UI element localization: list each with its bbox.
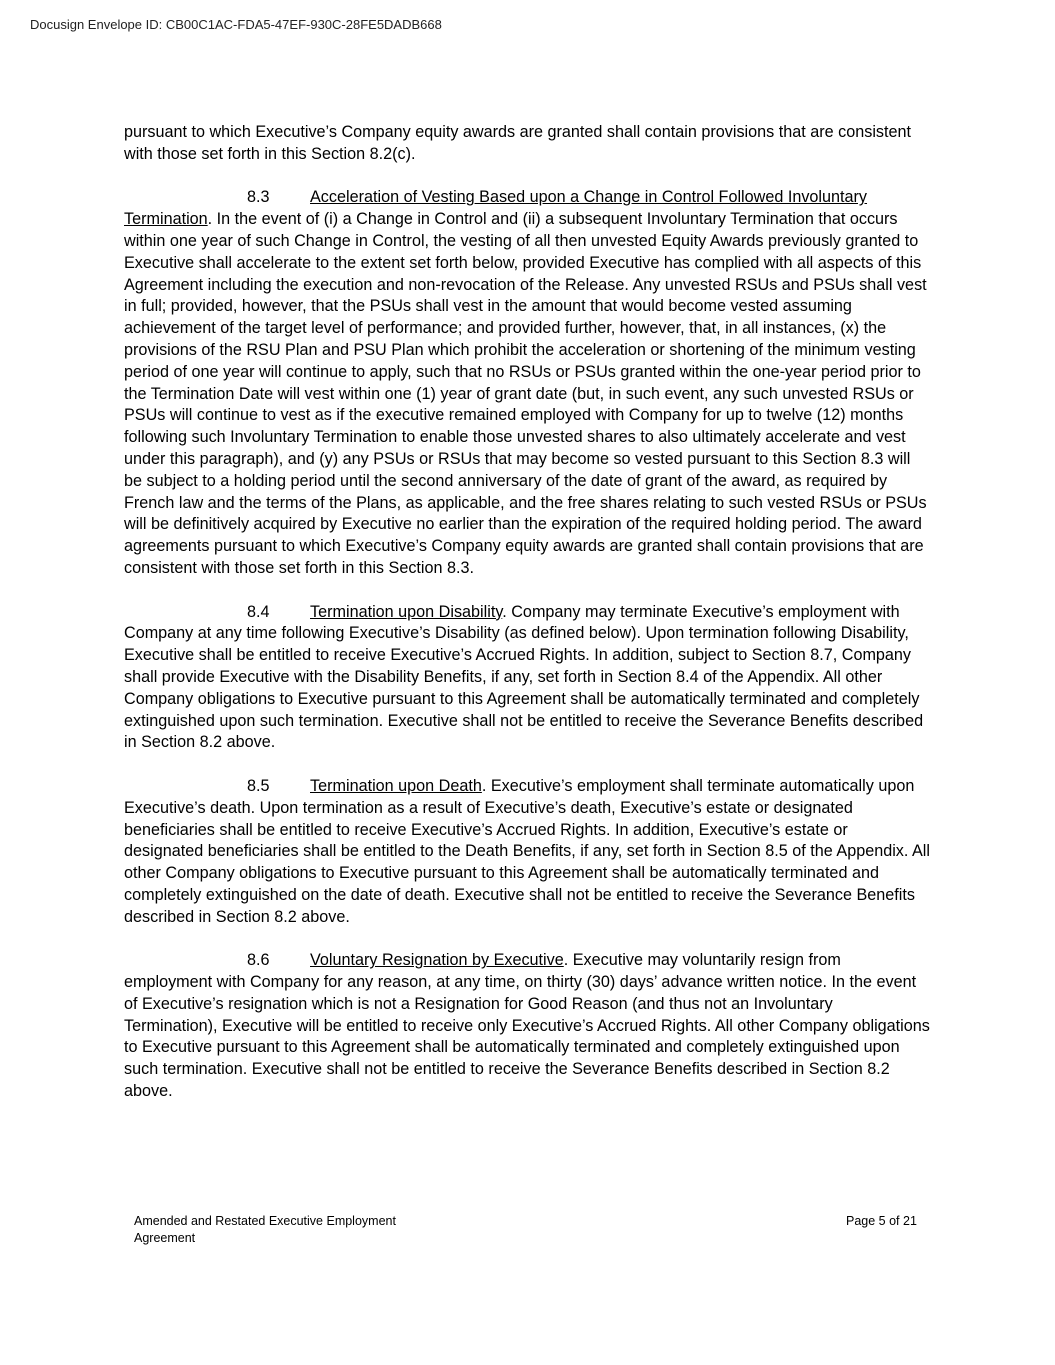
section-heading: Termination upon Disability	[310, 602, 503, 621]
section-body: . Company may terminate Executive’s employment with Company at any time following Executive’s Disability (as defined below). Upon termination following Disability, Executive shall be entitled to receive Executive’s Accrued Rights. In addition, subject to Section 8.7, Company shall provide Executive with the Disability Benefits, if any, set forth in Section 8.4 of the Appendix. All other Company obligations to Executive pursuant to this Agreement shall be automatically terminated and completely extinguished upon such termination. Executive shall not be entitled to receive the Severance Benefits described in Section 8.2 above.	[124, 602, 924, 752]
section-8-3	[124, 187, 930, 579]
section-8-5	[124, 776, 930, 929]
section-heading: Voluntary Resignation by Executive	[310, 951, 564, 970]
section-number: 8.5	[247, 776, 270, 795]
section-heading: Acceleration of Vesting Based upon a Change in Control Followed Involuntary Termination	[124, 188, 868, 229]
section-heading: Termination upon Death	[310, 776, 482, 795]
section-body: . Executive’s employment shall terminate automatically upon Executive’s death. Upon termination as a result of Executive’s death, Executive’s estate or designated beneficiaries shall be entitled to receive Executive’s Accrued Rights. In addition, Executive’s estate or designated beneficiaries shall be entitled to the Death Benefits, if any, set forth in Section 8.5 of the Appendix. All other Company obligations to Executive pursuant to this Agreement shall be automatically terminated and completely extinguished on the date of death. Executive shall not be entitled to receive the Severance Benefits described in Section 8.2 above.	[124, 776, 930, 926]
footer-title: Amended and Restated Executive Employment Agreement	[134, 1214, 396, 1245]
section-body: . Executive may voluntarily resign from employment with Company for any reason, at any time, on thirty (30) days’ advance written notice. In the event of Executive’s resignation which is not a Resignation for Good Reason (and thus not an Involuntary Termination), Executive will be entitled to receive only Executive’s Accrued Rights. All other Company obligations to Executive pursuant to this Agreement shall be automatically terminated and completely extinguished upon such termination. Executive shall not be entitled to receive the Severance Benefits described in Section 8.2 above.	[124, 951, 930, 1101]
intro-paragraph: pursuant to which Executive’s Company equity awards are granted shall contain provisions that are consistent with those set forth in this Section 8.2(c).	[124, 123, 912, 163]
page-number: Page 5 of 21	[846, 1214, 917, 1228]
envelope-id: Docusign Envelope ID: CB00C1AC-FDA5-47EF-930C-28FE5DADB668	[30, 17, 442, 32]
section-8-6	[124, 950, 930, 1103]
section-8-4	[124, 602, 930, 755]
section-number: 8.6	[247, 951, 270, 970]
section-body: . In the event of (i) a Change in Control and (ii) a subsequent Involuntary Termination that occurs within one year of such Change in Control, the vesting of all then unvested Equity Awards previously granted to Executive shall accelerate to the extent set forth below, provided Executive has complied with all aspects of this Agreement including the execution and non-revocation of the Release. Any unvested RSUs and PSUs shall vest in full; provided, however, that the PSUs shall vest in the amount that would become vested assuming achievement of the target level of performance; and provided further, however, that, in all instances, (x) the provisions of the RSU Plan and PSU Plan which prohibit the acceleration or shortening of the minimum vesting period of one year will continue to apply, such that no RSUs or PSUs granted within the one-year period prior to the Termination Date will vest within one (1) year of grant date (but, in such event, any such unvested RSUs or PSUs will continue to vest as if the executive remained employed with Company for up to twelve (12) months following such Involuntary Termination to enable those unvested shares to also ultimately accelerate and vest under this paragraph), and (y) any PSUs or RSUs that may become so vested pursuant to this Section 8.3 will be subject to a holding period until the second anniversary of the date of grant of the award, as required by French law and the terms of the Plans, as applicable, and the free shares relating to such vested RSUs or PSUs will be definitively acquired by Executive no earlier than the expiration of the required holding period. The award agreements pursuant to which Executive’s Company equity awards are granted shall contain provisions that are consistent with those set forth in this Section 8.3.	[124, 210, 927, 577]
section-number: 8.4	[247, 602, 270, 621]
section-number: 8.3	[247, 188, 270, 207]
document-body	[124, 122, 930, 1125]
